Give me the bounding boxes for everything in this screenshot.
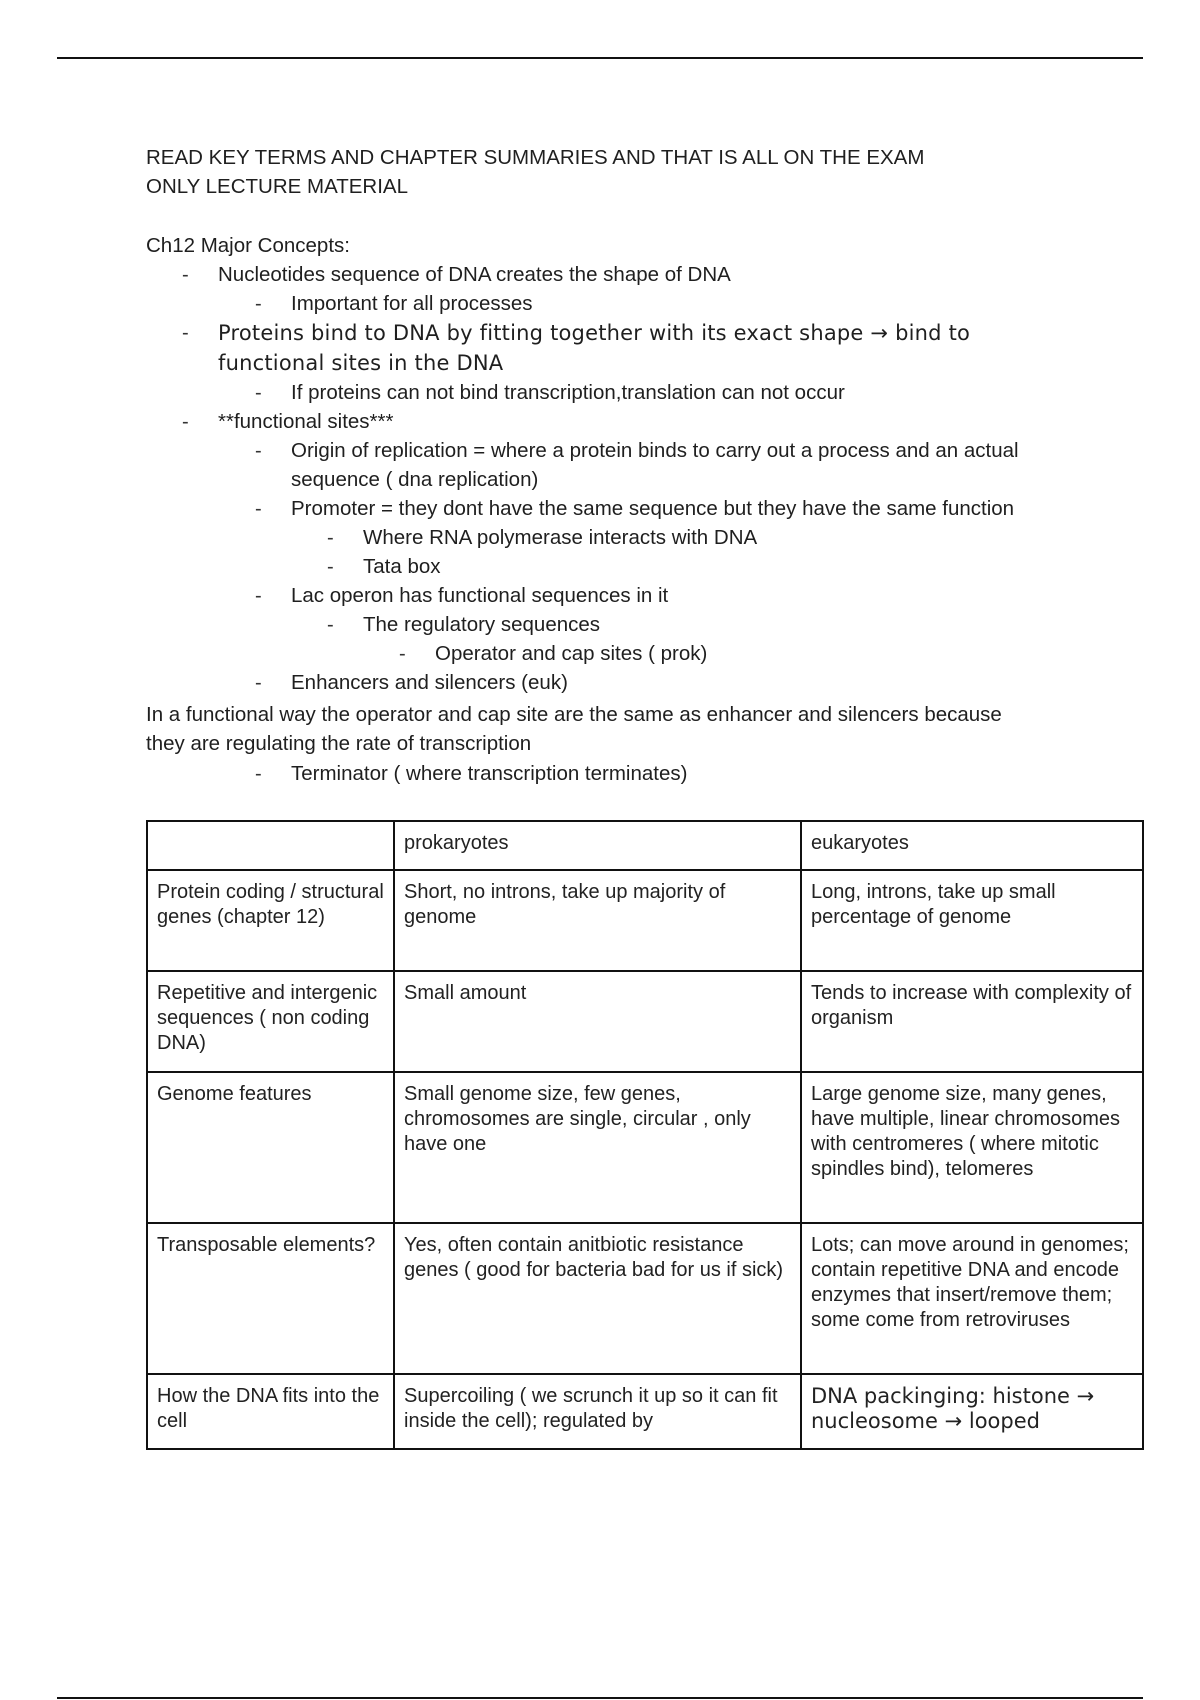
table-cell: Long, introns, take up small percentage of genome	[801, 870, 1143, 971]
bullet-dash: -	[182, 411, 189, 433]
concept-item-2-line-2: functional sites in the DNA	[218, 351, 504, 375]
table-header-cell: eukaryotes	[801, 821, 1143, 870]
bullet-dash: -	[327, 614, 334, 636]
table-cell: Small genome size, few genes, chromosomes are single, circular , only have one	[394, 1072, 801, 1223]
top-rule	[57, 57, 1143, 59]
table-cell: Large genome size, many genes, have multiple, linear chromosomes with centromeres ( where mitotic spindles bind), telomeres	[801, 1072, 1143, 1223]
table-cell: Tends to increase with complexity of organism	[801, 971, 1143, 1072]
bullet-dash: -	[182, 322, 189, 344]
concept-item-3-sub-3: Lac operon has functional sequences in it	[291, 584, 669, 607]
table-cell: Short, no introns, take up majority of genome	[394, 870, 801, 971]
table-row	[147, 1374, 1143, 1449]
row-label: Transposable elements?	[147, 1223, 394, 1374]
bullet-dash: -	[255, 672, 262, 694]
bullet-dash: -	[255, 293, 262, 315]
concept-item-1-sub-1: Important for all processes	[291, 292, 533, 315]
concept-item-3-sub-2-b: Tata box	[363, 555, 441, 578]
concept-item-3-sub-5: Terminator ( where transcription terminates)	[291, 762, 688, 785]
bullet-dash: -	[327, 556, 334, 578]
bullet-dash: -	[399, 643, 406, 665]
bullet-dash: -	[255, 440, 262, 462]
table-header-row	[147, 821, 1143, 870]
bottom-rule	[57, 1697, 1143, 1699]
concept-item-3-sub-1-line-2: sequence ( dna replication)	[291, 468, 539, 491]
table-cell: Lots; can move around in genomes; contain repetitive DNA and encode enzymes that insert/remove them; some come from retroviruses	[801, 1223, 1143, 1374]
table-cell: Yes, often contain anitbiotic resistance genes ( good for bacteria bad for us if sick)	[394, 1223, 801, 1374]
note-line-2: they are regulating the rate of transcription	[146, 732, 532, 755]
comparison-table	[146, 820, 1144, 1450]
concept-item-3-sub-4: Enhancers and silencers (euk)	[291, 671, 568, 694]
bullet-dash: -	[327, 527, 334, 549]
bullet-dash: -	[255, 382, 262, 404]
concept-item-2-line-1: Proteins bind to DNA by fitting together with its exact shape → bind to	[218, 321, 971, 345]
header-line-2: ONLY LECTURE MATERIAL	[146, 175, 409, 198]
concept-item-3: **functional sites***	[218, 410, 394, 433]
bullet-dash: -	[182, 264, 189, 286]
table-row	[147, 870, 1143, 971]
note-line-1: In a functional way the operator and cap site are the same as enhancer and silencers because	[146, 703, 1002, 726]
bullet-dash: -	[255, 498, 262, 520]
table-row	[147, 971, 1143, 1072]
row-label: How the DNA fits into the cell	[147, 1374, 394, 1449]
bullet-dash: -	[255, 763, 262, 785]
row-label: Genome features	[147, 1072, 394, 1223]
section-title: Ch12 Major Concepts:	[146, 234, 350, 257]
table-cell: DNA packinging: histone → nucleosome → looped	[801, 1374, 1143, 1449]
concept-item-3-sub-2-a: Where RNA polymerase interacts with DNA	[363, 526, 758, 549]
concept-item-2-sub-1: If proteins can not bind transcription,translation can not occur	[291, 381, 845, 404]
concept-item-1: Nucleotides sequence of DNA creates the shape of DNA	[218, 263, 731, 286]
concept-item-3-sub-3-a-i: Operator and cap sites ( prok)	[435, 642, 708, 665]
table-header-cell: prokaryotes	[394, 821, 801, 870]
table-cell: Supercoiling ( we scrunch it up so it can fit inside the cell); regulated by	[394, 1374, 801, 1449]
concept-item-3-sub-3-a: The regulatory sequences	[363, 613, 601, 636]
table-cell: Small amount	[394, 971, 801, 1072]
bullet-dash: -	[255, 585, 262, 607]
concept-item-3-sub-2: Promoter = they dont have the same sequence but they have the same function	[291, 497, 1015, 520]
row-label: Protein coding / structural genes (chapter 12)	[147, 870, 394, 971]
concept-item-3-sub-1-line-1: Origin of replication = where a protein binds to carry out a process and an actual	[291, 439, 1019, 462]
row-label: Repetitive and intergenic sequences ( non coding DNA)	[147, 971, 394, 1072]
table-row	[147, 1223, 1143, 1374]
table-header-cell	[147, 821, 394, 870]
table-row	[147, 1072, 1143, 1223]
header-line-1: READ KEY TERMS AND CHAPTER SUMMARIES AND THAT IS ALL ON THE EXAM	[146, 146, 925, 169]
